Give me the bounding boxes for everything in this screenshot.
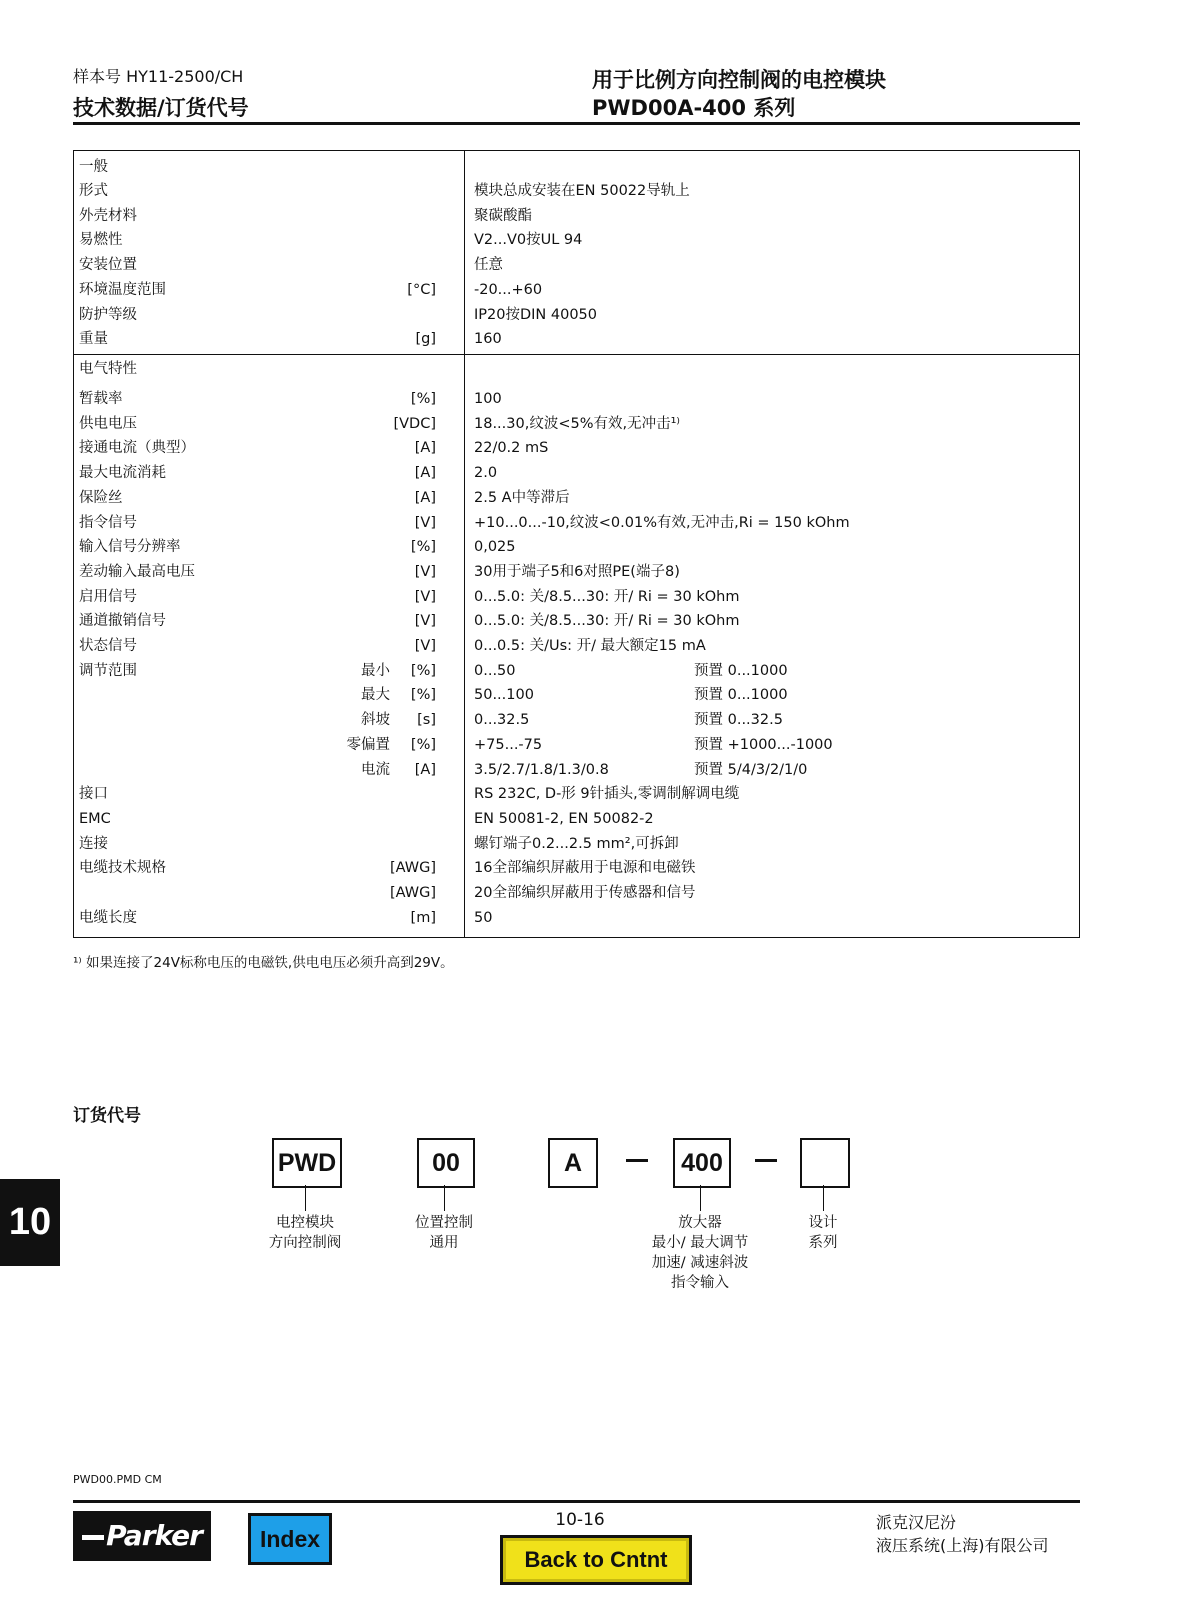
spec-preset: 预置 0...1000 xyxy=(694,687,788,704)
spec-unit: [V] xyxy=(414,588,436,605)
spec-label: 保险丝 xyxy=(79,489,123,506)
spec-label: 环境温度范围 xyxy=(79,281,166,298)
spec-value: 0...32.5 xyxy=(474,712,530,729)
spec-unit: [%] xyxy=(410,736,436,753)
spec-value: 20全部编织屏蔽用于传感器和信号 xyxy=(474,885,696,901)
connector-line xyxy=(305,1185,306,1211)
chapter-tab: 10 xyxy=(0,1179,60,1266)
spec-sublabel: 零偏置 xyxy=(346,736,390,753)
spec-value: 18...30,纹波<5%有效,无冲击¹⁾ xyxy=(474,415,680,432)
connector-line xyxy=(700,1185,701,1211)
spec-label: 电缆技术规格 xyxy=(79,860,166,877)
spec-value: 2.5 A中等滞后 xyxy=(474,489,570,506)
company-name: 派克汉尼汾 xyxy=(876,1513,957,1532)
spec-value: 2.0 xyxy=(474,465,498,482)
spec-preset: 预置 5/4/3/2/1/0 xyxy=(694,761,808,778)
spec-label: 通道撤销信号 xyxy=(79,613,166,630)
section-title: 技术数据/订货代号 xyxy=(73,96,249,120)
spec-value: 22/0.2 mS xyxy=(474,440,549,457)
spec-label: EMC xyxy=(79,810,111,827)
separator-dash xyxy=(755,1159,777,1162)
spec-unit: [%] xyxy=(410,539,436,556)
spec-value: 50...100 xyxy=(474,687,534,704)
separator-dash xyxy=(626,1159,648,1162)
spec-unit: [s] xyxy=(417,712,436,729)
spec-label: 暂载率 xyxy=(79,391,123,407)
spec-sublabel: 电流 xyxy=(361,761,390,778)
order-code-box: 00 xyxy=(417,1138,475,1188)
spec-label: 差动输入最高电压 xyxy=(79,563,195,580)
spec-value: 0...50 xyxy=(474,662,516,679)
spec-label: 接口 xyxy=(79,786,108,803)
company-name-full: 液压系统(上海)有限公司 xyxy=(876,1536,1049,1555)
spec-value: 0,025 xyxy=(474,539,516,556)
spec-label: 连接 xyxy=(79,835,108,852)
order-code-box: 400 xyxy=(673,1138,731,1188)
spec-unit: [V] xyxy=(414,514,436,531)
spec-label: 重量 xyxy=(79,331,108,348)
spec-unit: [%] xyxy=(410,687,436,704)
spec-value: +10...0...-10,纹波<0.01%有效,无冲击,Ri = 150 kOhm xyxy=(474,514,850,531)
ordering-title: 订货代号 xyxy=(73,1106,141,1126)
spec-label: 防护等级 xyxy=(79,306,137,323)
connector-line xyxy=(444,1185,445,1211)
parker-logo xyxy=(73,1511,211,1561)
spec-value: +75...-75 xyxy=(474,736,543,753)
spec-label: 指令信号 xyxy=(79,514,137,531)
order-code-caption: 设计 xyxy=(808,1215,838,1231)
header-rule xyxy=(73,122,1080,125)
spec-unit: [VDC] xyxy=(393,415,436,432)
connector-line xyxy=(823,1185,824,1211)
spec-preset: 预置 +1000...-1000 xyxy=(694,736,833,753)
spec-unit: [%] xyxy=(410,391,436,407)
order-code-caption: 指令输入 xyxy=(671,1275,729,1291)
spec-value: -20...+60 xyxy=(474,281,543,298)
spec-label: 易燃性 xyxy=(79,232,123,249)
page-title: 用于比例方向控制阀的电控模块 xyxy=(592,68,886,92)
spec-value: 3.5/2.7/1.8/1.3/0.8 xyxy=(474,761,609,778)
spec-label: 外壳材料 xyxy=(79,207,137,224)
spec-unit: [A] xyxy=(414,761,436,778)
order-code-caption: 最小/ 最大调节 xyxy=(651,1235,749,1251)
order-code-box xyxy=(800,1138,850,1188)
spec-unit: [g] xyxy=(415,331,436,348)
spec-unit: [A] xyxy=(414,465,436,482)
spec-sublabel: 斜坡 xyxy=(361,712,390,729)
spec-sublabel: 最小 xyxy=(361,662,390,679)
back-to-contents-button[interactable]: Back to Cntnt xyxy=(500,1535,692,1585)
logo-text: Parker xyxy=(106,1519,202,1552)
spec-table xyxy=(73,150,1080,938)
section-divider xyxy=(74,354,1079,355)
spec-label: 状态信号 xyxy=(79,638,137,654)
order-code-caption: 位置控制 xyxy=(415,1215,473,1231)
spec-label: 电缆长度 xyxy=(79,909,137,926)
spec-value: 16全部编织屏蔽用于电源和电磁铁 xyxy=(474,860,696,877)
spec-label: 形式 xyxy=(79,183,108,199)
spec-value: IP20按DIN 40050 xyxy=(474,306,597,323)
spec-value: 0...5.0: 关/8.5...30: 开/ Ri = 30 kOhm xyxy=(474,613,740,630)
spec-unit: [AWG] xyxy=(389,860,436,877)
spec-label: 调节范围 xyxy=(79,662,137,679)
spec-label: 最大电流消耗 xyxy=(79,465,166,482)
spec-unit: [V] xyxy=(414,613,436,630)
section-heading-electrical: 电气特性 xyxy=(79,361,137,377)
order-code-caption: 方向控制阀 xyxy=(268,1235,342,1251)
spec-label: 接通电流（典型） xyxy=(79,440,195,457)
spec-unit: [A] xyxy=(414,440,436,457)
spec-label: 启用信号 xyxy=(79,588,137,605)
spec-value: 模块总成安装在EN 50022导轨上 xyxy=(474,183,690,199)
order-code-caption: 放大器 xyxy=(678,1215,722,1231)
spec-value: 0...0.5: 关/Us: 开/ 最大额定15 mA xyxy=(474,638,706,654)
spec-value: 160 xyxy=(474,331,502,348)
spec-value: RS 232C, D-形 9针插头,零调制解调电缆 xyxy=(474,786,740,803)
spec-value: 30用于端子5和6对照PE(端子8) xyxy=(474,563,680,580)
file-name: PWD00.PMD CM xyxy=(73,1473,162,1486)
spec-value: EN 50081-2, EN 50082-2 xyxy=(474,810,654,827)
column-divider xyxy=(464,151,465,937)
spec-label: 安装位置 xyxy=(79,257,137,274)
footer-rule xyxy=(73,1500,1080,1503)
catalog-number: 样本号 HY11-2500/CH xyxy=(73,67,244,86)
order-code-caption: 电控模块 xyxy=(276,1215,334,1231)
order-code-box: A xyxy=(548,1138,598,1188)
spec-unit: [m] xyxy=(410,909,436,926)
spec-value: V2...V0按UL 94 xyxy=(474,232,583,249)
footnote: ¹⁾ 如果连接了24V标称电压的电磁铁,供电电压必须升高到29V。 xyxy=(73,955,454,971)
order-code-caption: 系列 xyxy=(808,1235,838,1251)
index-button[interactable]: Index xyxy=(248,1513,332,1565)
spec-sublabel: 最大 xyxy=(361,687,390,704)
spec-label: 输入信号分辨率 xyxy=(79,539,181,556)
spec-preset: 预置 0...1000 xyxy=(694,662,788,679)
spec-value: 螺钉端子0.2...2.5 mm²,可拆卸 xyxy=(474,835,679,852)
spec-value: 0...5.0: 关/8.5...30: 开/ Ri = 30 kOhm xyxy=(474,588,740,605)
order-code-caption: 通用 xyxy=(429,1235,459,1251)
page-number: 10-16 xyxy=(555,1510,605,1530)
spec-preset: 预置 0...32.5 xyxy=(694,712,783,729)
spec-label: 供电电压 xyxy=(79,415,137,432)
section-heading-general: 一般 xyxy=(79,159,108,175)
order-code-caption: 加速/ 减速斜波 xyxy=(651,1255,749,1271)
spec-unit: [A] xyxy=(414,489,436,506)
spec-unit: [V] xyxy=(414,638,436,654)
spec-unit: [V] xyxy=(414,563,436,580)
order-code-box: PWD xyxy=(272,1138,342,1188)
spec-unit: [°C] xyxy=(407,281,436,298)
spec-value: 50 xyxy=(474,909,493,926)
series-title: PWD00A-400 系列 xyxy=(592,96,796,120)
spec-unit: [AWG] xyxy=(389,885,436,901)
spec-value: 任意 xyxy=(474,257,503,274)
spec-unit: [%] xyxy=(410,662,436,679)
spec-value: 聚碳酸酯 xyxy=(474,207,532,224)
spec-value: 100 xyxy=(474,391,502,407)
